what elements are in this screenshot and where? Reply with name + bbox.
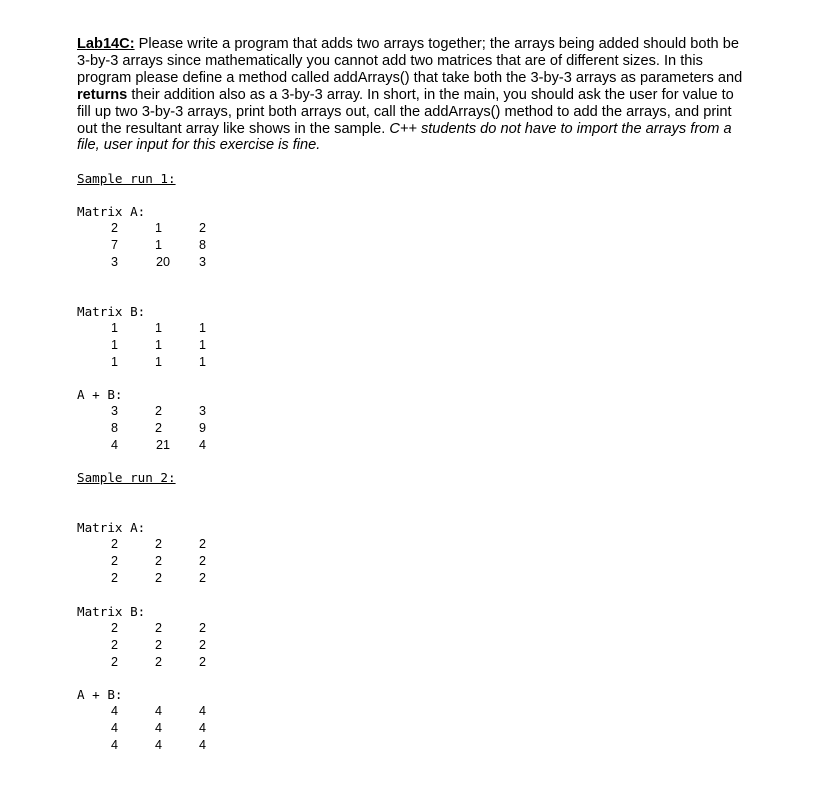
matrix-cell: 2 [154, 655, 162, 669]
matrix-cell: 1 [198, 321, 206, 335]
matrix-cell: 7 [110, 238, 118, 252]
matrix-cell: 1 [154, 238, 162, 252]
sample-run-1-label: Sample run 1: [77, 171, 176, 186]
matrix-cell: 1 [110, 321, 118, 335]
matrix-cell: 3 [110, 255, 118, 269]
matrix-cell: 2 [110, 621, 118, 635]
matrix-cell: 4 [110, 704, 118, 718]
matrix-cell: 2 [198, 221, 206, 235]
matrix-cell: 1 [110, 355, 118, 369]
matrix-cell: 4 [198, 721, 206, 735]
matrix-cell: 3 [110, 404, 118, 418]
lab-title: Lab14C: [77, 36, 135, 52]
matrix-cell: 1 [154, 221, 162, 235]
matrix-cell: 2 [154, 554, 162, 568]
matrix-cell: 1 [154, 355, 162, 369]
matrix-cell: 1 [198, 338, 206, 352]
matrix-cell: 2 [110, 638, 118, 652]
matrix-cell: 4 [154, 721, 162, 735]
matrix-cell: 4 [198, 738, 206, 752]
run1-matrix-b-label: Matrix B: [77, 304, 146, 319]
matrix-cell: 1 [154, 338, 162, 352]
instructions-part-1: Please write a program that adds two arrays together; the arrays being added should both be 3-by-3 arrays since mathematically you cannot add two matrices that are of different sizes. In this program please define a method called addArrays() that take both the 3-by-3 arrays as parameters and [77, 36, 743, 86]
matrix-cell: 4 [110, 721, 118, 735]
matrix-cell: 1 [110, 338, 118, 352]
matrix-cell: 2 [110, 571, 118, 585]
matrix-cell: 3 [198, 404, 206, 418]
matrix-cell: 2 [154, 537, 162, 551]
matrix-cell: 2 [198, 554, 206, 568]
matrix-cell: 2 [198, 638, 206, 652]
matrix-cell: 2 [198, 537, 206, 551]
matrix-cell: 4 [198, 704, 206, 718]
matrix-cell: 4 [154, 704, 162, 718]
matrix-cell: 2 [154, 404, 162, 418]
matrix-cell: 2 [110, 655, 118, 669]
matrix-cell: 1 [198, 355, 206, 369]
matrix-cell: 1 [154, 321, 162, 335]
run1-sum-label: A + B: [77, 387, 123, 402]
matrix-cell: 21 [155, 438, 170, 452]
sample-run-2-label: Sample run 2: [77, 470, 176, 485]
matrix-cell: 2 [110, 554, 118, 568]
returns-keyword: returns [77, 86, 128, 103]
matrix-cell: 2 [198, 621, 206, 635]
matrix-cell: 2 [154, 638, 162, 652]
matrix-cell: 4 [110, 738, 118, 752]
matrix-cell: 8 [110, 421, 118, 435]
matrix-cell: 2 [154, 421, 162, 435]
matrix-cell: 2 [154, 621, 162, 635]
matrix-cell: 2 [110, 221, 118, 235]
matrix-cell: 8 [198, 238, 206, 252]
matrix-cell: 4 [198, 438, 206, 452]
matrix-cell: 2 [154, 571, 162, 585]
matrix-cell: 2 [198, 655, 206, 669]
matrix-cell: 20 [155, 255, 170, 269]
matrix-cell: 4 [110, 438, 118, 452]
run1-matrix-a-label: Matrix A: [77, 204, 146, 219]
cpp-note: C++ students do not have to import the arrays from a file, user input for this exercise is fine. [77, 120, 732, 154]
matrix-cell: 9 [198, 421, 206, 435]
matrix-cell: 3 [198, 255, 206, 269]
lab-instructions [77, 36, 747, 154]
run2-matrix-a-label: Matrix A: [77, 520, 146, 535]
run2-matrix-b-label: Matrix B: [77, 604, 146, 619]
matrix-cell: 4 [154, 738, 162, 752]
instructions-part-2: their addition also as a 3-by-3 array. In short, in the main, you should ask the user for value to fill up two 3-by-3 arrays, print both arrays out, call the addArrays() method to add the arrays, and print out the resultant array like shows in the sample. [77, 86, 734, 137]
run2-sum-label: A + B: [77, 687, 123, 702]
matrix-cell: 2 [198, 571, 206, 585]
matrix-cell: 2 [110, 537, 118, 551]
